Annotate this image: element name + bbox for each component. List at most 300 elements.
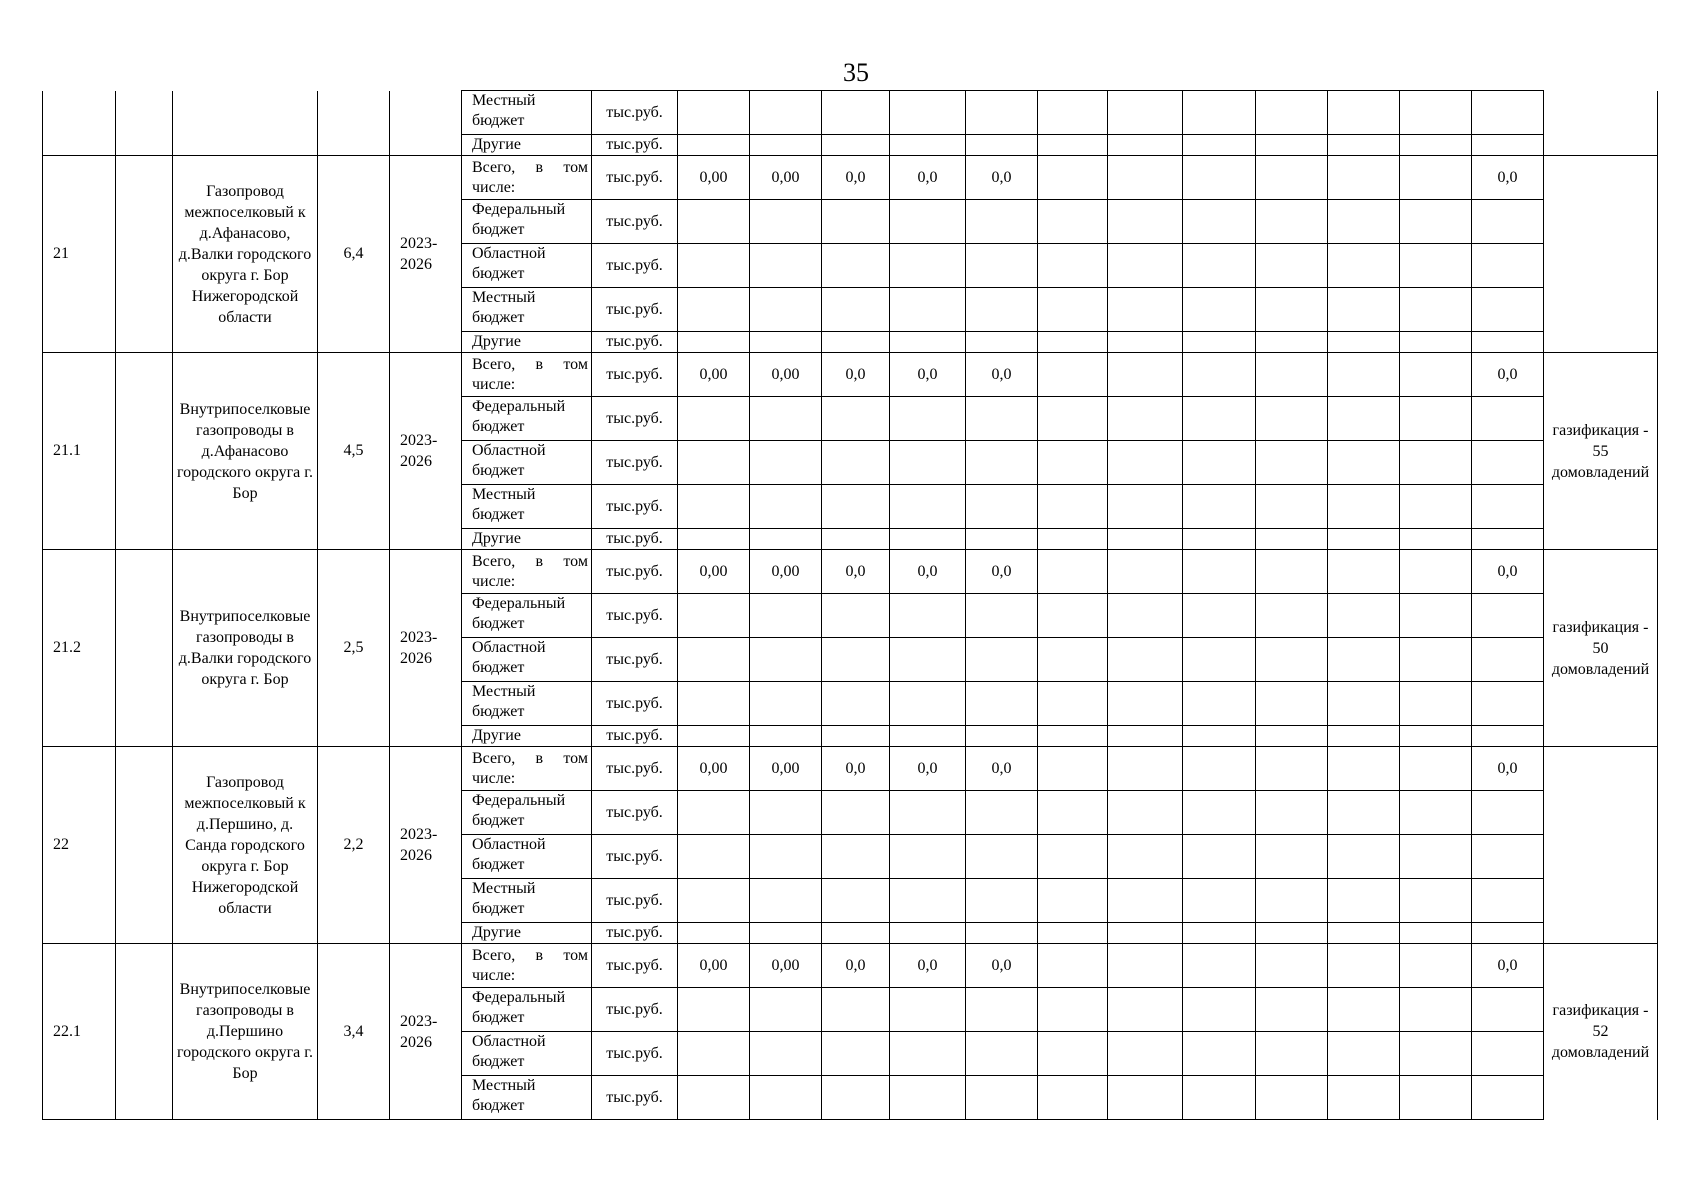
value-cell [1256,550,1328,594]
measure-row [43,550,1658,594]
value-cell [966,529,1038,550]
value-cell [822,332,890,353]
value-cell [1400,332,1472,353]
total-value: 0,00 [750,550,822,594]
value-cell [678,441,750,485]
value-cell [1472,682,1544,726]
funding-source-label [462,397,592,441]
value-cell [1400,682,1472,726]
page-number: 35 [843,58,869,87]
value-cell [1183,923,1256,944]
value-cell [1472,835,1544,879]
value-cell [1108,682,1183,726]
funding-source-text: Всего, в том числе: [472,158,588,196]
value-cell [1328,988,1400,1032]
value-cell [1183,485,1256,529]
value-cell [1183,200,1256,244]
value-cell [1038,485,1108,529]
empty-cell [116,91,173,156]
value-cell [1038,135,1108,156]
value-cell [966,441,1038,485]
total-value: 0,00 [678,550,750,594]
expected-result: газификация - 55 домовладений [1544,353,1658,550]
value-cell [1183,441,1256,485]
value-cell [1256,791,1328,835]
value-cell [822,288,890,332]
value-cell [822,135,890,156]
value-cell [1038,91,1108,135]
value-cell [1400,923,1472,944]
funding-source-label [462,200,592,244]
value-cell [890,791,966,835]
table-body [43,91,1658,1120]
value-cell [1400,988,1472,1032]
value-cell [1256,923,1328,944]
final-total-value: 0,0 [1472,747,1544,791]
value-cell [1108,200,1183,244]
value-cell [1472,135,1544,156]
value-cell [1472,244,1544,288]
value-cell [1183,791,1256,835]
value-cell [1328,135,1400,156]
value-cell [1328,682,1400,726]
value-cell [1472,485,1544,529]
value-cell [1256,594,1328,638]
value-cell [1328,747,1400,791]
total-value: 0,00 [678,944,750,988]
value-cell [1328,397,1400,441]
unit-cell: тыс.руб. [592,200,678,244]
value-cell [1328,288,1400,332]
measure-name: Внутрипоселковые газопроводы в д.Першино городского округа г. Бор [173,944,318,1120]
value-cell [1256,135,1328,156]
value-cell [1183,682,1256,726]
value-cell [1256,835,1328,879]
funding-source-label [462,529,592,550]
value-cell [1183,529,1256,550]
value-cell [1256,529,1328,550]
total-value: 0,0 [822,353,890,397]
value-cell [678,200,750,244]
value-cell [1400,594,1472,638]
value-cell [750,1032,822,1076]
value-cell [750,288,822,332]
funding-source-label [462,682,592,726]
value-cell [1038,156,1108,200]
value-cell [1108,397,1183,441]
value-cell [750,638,822,682]
value-cell [1108,594,1183,638]
value-cell [1108,923,1183,944]
value-cell [1183,135,1256,156]
value-cell [822,529,890,550]
unit-cell: тыс.руб. [592,988,678,1032]
program-table [42,90,1658,1120]
value-cell [678,594,750,638]
measure-name: Газопровод межпоселковый к д.Першино, д. Санда городского округа г. Бор Нижегородской области [173,747,318,944]
value-cell [1256,397,1328,441]
value-cell [966,791,1038,835]
value-cell [750,397,822,441]
value-cell [750,791,822,835]
funding-source-text: Другие [472,727,521,744]
value-cell [1256,988,1328,1032]
value-cell [1472,91,1544,135]
value-cell [750,441,822,485]
total-value: 0,0 [966,156,1038,200]
value-cell [966,91,1038,135]
funding-source-text: Всего, в том числе: [472,946,588,984]
value-cell [1183,638,1256,682]
value-cell [750,244,822,288]
value-cell [1472,288,1544,332]
value-cell [890,638,966,682]
funding-source-label [462,791,592,835]
funding-source-text: Областной бюджет [472,245,546,282]
value-cell [890,397,966,441]
value-cell [1328,156,1400,200]
unit-cell: тыс.руб. [592,397,678,441]
value-cell [1472,638,1544,682]
value-cell [1038,747,1108,791]
value-cell [1256,441,1328,485]
value-cell [822,91,890,135]
value-cell [1038,638,1108,682]
result-cell [1544,91,1658,156]
value-cell [1108,944,1183,988]
value-cell [1183,944,1256,988]
value-cell [1256,156,1328,200]
implementation-period: 2023-2026 [390,747,462,944]
measure-row [43,747,1658,791]
funding-source-text: Всего, в том числе: [472,355,588,393]
unit-cell: тыс.руб. [592,1076,678,1120]
funding-source-label [462,944,592,988]
final-total-value: 0,0 [1472,944,1544,988]
value-cell [966,923,1038,944]
value-cell [890,485,966,529]
value-cell [678,135,750,156]
value-cell [966,988,1038,1032]
total-value: 0,0 [966,353,1038,397]
unit-cell: тыс.руб. [592,944,678,988]
value-cell [1256,1032,1328,1076]
value-cell [966,1076,1038,1120]
value-cell [822,791,890,835]
pipeline-length: 2,2 [318,747,390,944]
value-cell [890,1076,966,1120]
value-cell [1183,835,1256,879]
expected-result [1544,156,1658,353]
funding-source-label [462,288,592,332]
value-cell [678,791,750,835]
funding-source-label [462,923,592,944]
value-cell [1328,638,1400,682]
final-total-value: 0,0 [1472,550,1544,594]
value-cell [1328,594,1400,638]
value-cell [1183,244,1256,288]
value-cell [1400,156,1472,200]
value-cell [890,594,966,638]
value-cell [1183,879,1256,923]
value-cell [1256,879,1328,923]
value-cell [1472,441,1544,485]
value-cell [890,835,966,879]
value-cell [1400,91,1472,135]
value-cell [1038,791,1108,835]
value-cell [966,244,1038,288]
value-cell [1328,923,1400,944]
value-cell [678,879,750,923]
measure-row [43,156,1658,200]
funding-source-text: Федеральный бюджет [472,398,566,435]
value-cell [1256,682,1328,726]
value-cell [822,879,890,923]
unit-cell: тыс.руб. [592,485,678,529]
funding-source-label [462,485,592,529]
funding-source-text: Местный бюджет [472,880,536,917]
measure-number: 22.1 [43,944,116,1120]
total-value: 0,0 [890,353,966,397]
value-cell [750,879,822,923]
value-cell [890,200,966,244]
funding-source-text: Федеральный бюджет [472,792,566,829]
value-cell [1108,726,1183,747]
value-cell [1108,988,1183,1032]
value-cell [1472,200,1544,244]
value-cell [1256,726,1328,747]
value-cell [750,988,822,1032]
value-cell [1328,485,1400,529]
funding-source-text: Федеральный бюджет [472,989,566,1026]
unit-cell: тыс.руб. [592,879,678,923]
empty-cell [390,91,462,156]
value-cell [1108,485,1183,529]
value-cell [750,594,822,638]
value-cell [1400,441,1472,485]
unit-cell: тыс.руб. [592,288,678,332]
value-cell [1256,353,1328,397]
value-cell [1183,550,1256,594]
final-total-value: 0,0 [1472,353,1544,397]
unit-cell: тыс.руб. [592,156,678,200]
measure-number: 21.1 [43,353,116,550]
implementation-period: 2023-2026 [390,156,462,353]
value-cell [966,200,1038,244]
value-cell [1256,91,1328,135]
measure-row [43,353,1658,397]
implementation-period: 2023-2026 [390,550,462,747]
funding-source-text: Всего, в том числе: [472,749,588,787]
value-cell [890,529,966,550]
value-cell [1328,550,1400,594]
funding-source-text: Местный бюджет [472,1077,536,1114]
total-value: 0,00 [750,156,822,200]
value-cell [1472,1032,1544,1076]
funding-source-text: Федеральный бюджет [472,595,566,632]
value-cell [1038,1032,1108,1076]
value-cell [678,1032,750,1076]
funding-source-text: Другие [472,136,521,153]
funding-source-text: Областной бюджет [472,639,546,676]
value-cell [750,135,822,156]
value-cell [1108,332,1183,353]
value-cell [1038,988,1108,1032]
value-cell [822,441,890,485]
value-cell [750,332,822,353]
value-cell [966,726,1038,747]
funding-source-text: Местный бюджет [472,289,536,326]
unit-cell: тыс.руб. [592,441,678,485]
measure-number: 22 [43,747,116,944]
value-cell [678,485,750,529]
value-cell [822,485,890,529]
value-cell [1256,288,1328,332]
pipeline-length: 4,5 [318,353,390,550]
value-cell [890,288,966,332]
value-cell [678,288,750,332]
value-cell [966,397,1038,441]
value-cell [1400,944,1472,988]
funding-source-text: Всего, в том числе: [472,552,588,590]
unit-cell: тыс.руб. [592,747,678,791]
value-cell [1400,835,1472,879]
value-cell [890,726,966,747]
value-cell [1328,791,1400,835]
unit-cell: тыс.руб. [592,91,678,135]
value-cell [966,1032,1038,1076]
value-cell [1400,747,1472,791]
value-cell [1183,726,1256,747]
value-cell [750,726,822,747]
funding-source-text: Местный бюджет [472,92,536,129]
value-cell [1108,791,1183,835]
value-cell [1108,550,1183,594]
funding-source-label [462,244,592,288]
value-cell [678,244,750,288]
value-cell [750,1076,822,1120]
funding-source-label [462,91,592,135]
total-value: 0,0 [890,156,966,200]
measure-name: Газопровод межпоселковый к д.Афанасово, д.Валки городского округа г. Бор Нижегородской области [173,156,318,353]
funding-source-label [462,1076,592,1120]
funding-source-label [462,726,592,747]
total-value: 0,0 [890,747,966,791]
total-value: 0,00 [750,944,822,988]
funding-source-label [462,550,592,594]
value-cell [1328,441,1400,485]
unit-cell: тыс.руб. [592,835,678,879]
value-cell [1328,332,1400,353]
value-cell [890,923,966,944]
total-value: 0,0 [966,747,1038,791]
value-cell [1183,988,1256,1032]
value-cell [1038,1076,1108,1120]
value-cell [1108,529,1183,550]
value-cell [822,200,890,244]
value-cell [822,1076,890,1120]
value-cell [750,529,822,550]
value-cell [822,923,890,944]
value-cell [1256,1076,1328,1120]
value-cell [890,879,966,923]
value-cell [1472,923,1544,944]
value-cell [1256,747,1328,791]
value-cell [1108,879,1183,923]
value-cell [750,835,822,879]
value-cell [1038,288,1108,332]
empty-cell [116,156,173,353]
funding-source-text: Другие [472,924,521,941]
value-cell [678,726,750,747]
funding-source-label [462,747,592,791]
value-cell [1183,1032,1256,1076]
value-cell [1256,332,1328,353]
value-cell [1256,485,1328,529]
unit-cell: тыс.руб. [592,638,678,682]
funding-source-label [462,156,592,200]
value-cell [1108,156,1183,200]
value-cell [1400,288,1472,332]
value-cell [1183,1076,1256,1120]
total-value: 0,0 [822,944,890,988]
value-cell [1472,726,1544,747]
value-cell [890,441,966,485]
value-cell [822,638,890,682]
funding-source-text: Областной бюджет [472,1033,546,1070]
measure-name: Внутрипоселковые газопроводы в д.Валки городского округа г. Бор [173,550,318,747]
value-cell [822,988,890,1032]
value-cell [890,988,966,1032]
value-cell [1108,1076,1183,1120]
value-cell [678,923,750,944]
value-cell [966,879,1038,923]
empty-cell [116,550,173,747]
value-cell [1108,441,1183,485]
value-cell [678,682,750,726]
value-cell [966,332,1038,353]
value-cell [1183,288,1256,332]
value-cell [1328,835,1400,879]
value-cell [1400,879,1472,923]
value-cell [1038,835,1108,879]
value-cell [890,332,966,353]
value-cell [1183,353,1256,397]
value-cell [1108,244,1183,288]
value-cell [1183,332,1256,353]
empty-cell [173,91,318,156]
value-cell [678,332,750,353]
total-value: 0,0 [966,550,1038,594]
funding-source-text: Областной бюджет [472,836,546,873]
value-cell [1038,332,1108,353]
funding-source-label [462,1032,592,1076]
value-cell [1472,397,1544,441]
funding-source-label [462,638,592,682]
funding-source-text: Другие [472,530,521,547]
value-cell [1038,726,1108,747]
value-cell [890,91,966,135]
pipeline-length: 3,4 [318,944,390,1120]
implementation-period: 2023-2026 [390,944,462,1120]
value-cell [1400,726,1472,747]
value-cell [1108,835,1183,879]
pipeline-length: 6,4 [318,156,390,353]
value-cell [822,835,890,879]
value-cell [822,594,890,638]
unit-cell: тыс.руб. [592,529,678,550]
value-cell [1472,791,1544,835]
